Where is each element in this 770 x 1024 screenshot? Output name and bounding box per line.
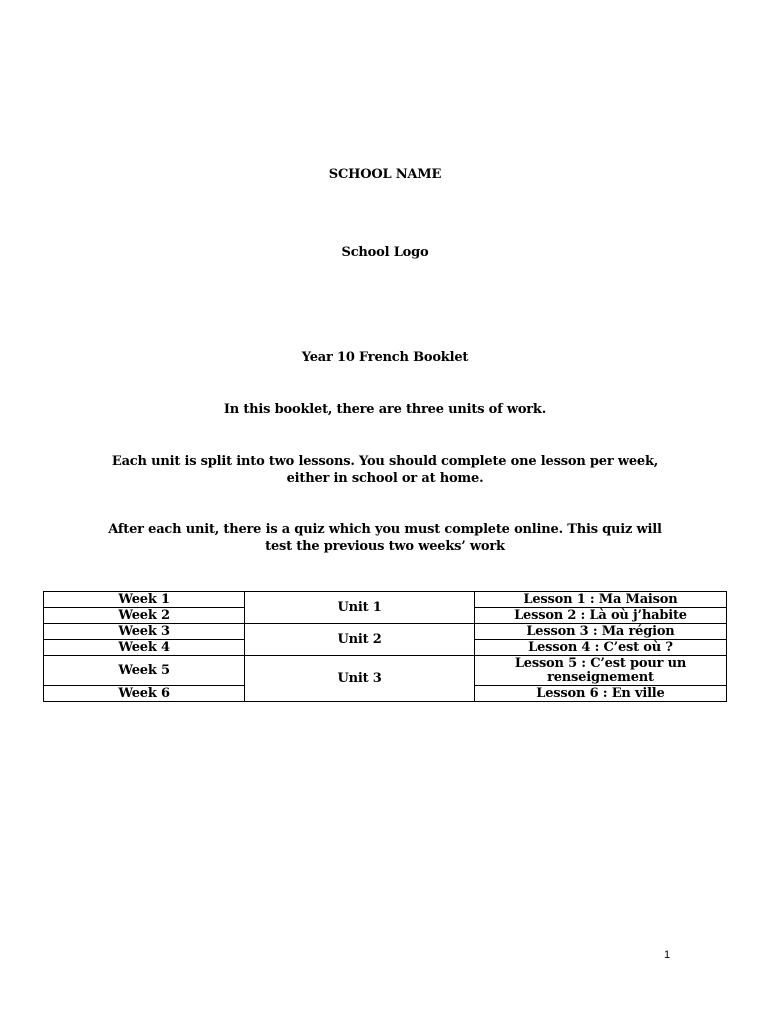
lesson-cell: Lesson 2 : Là où j’habite <box>474 608 726 624</box>
table-row <box>44 592 727 608</box>
unit-cell: Unit 2 <box>245 624 475 656</box>
unit-cell: Unit 3 <box>245 656 475 702</box>
booklet-title: Year 10 French Booklet <box>301 350 469 365</box>
quiz-paragraph <box>60 521 710 555</box>
lesson-cell: Lesson 6 : En ville <box>474 686 726 702</box>
quiz-line-2: test the previous two weeks’ work <box>265 539 505 554</box>
lesson-cell: Lesson 5 : C’est pour un renseignement <box>474 656 726 686</box>
school-name: SCHOOL NAME <box>328 167 442 182</box>
week-cell: Week 1 <box>44 592 245 608</box>
lesson-split-line-1: Each unit is split into two lessons. You should complete one lesson per week, <box>111 454 659 469</box>
table-row <box>44 624 727 640</box>
lesson-cell: Lesson 1 : Ma Maison <box>474 592 726 608</box>
lesson-split-line-2: either in school or at home. <box>286 471 484 486</box>
week-cell: Week 3 <box>44 624 245 640</box>
unit-cell: Unit 1 <box>245 592 475 624</box>
page-number: 1 <box>664 949 671 961</box>
schedule-table <box>43 591 727 702</box>
intro-text: In this booklet, there are three units of work. <box>223 402 547 417</box>
week-cell: Week 2 <box>44 608 245 624</box>
table-row <box>44 656 727 686</box>
lesson-split-paragraph <box>60 453 710 487</box>
week-cell: Week 4 <box>44 640 245 656</box>
week-cell: Week 6 <box>44 686 245 702</box>
week-cell: Week 5 <box>44 656 245 686</box>
lesson-cell: Lesson 3 : Ma région <box>474 624 726 640</box>
school-logo-placeholder: School Logo <box>341 245 429 260</box>
quiz-line-1: After each unit, there is a quiz which you must complete online. This quiz will <box>108 522 662 537</box>
lesson-cell: Lesson 4 : C’est où ? <box>474 640 726 656</box>
